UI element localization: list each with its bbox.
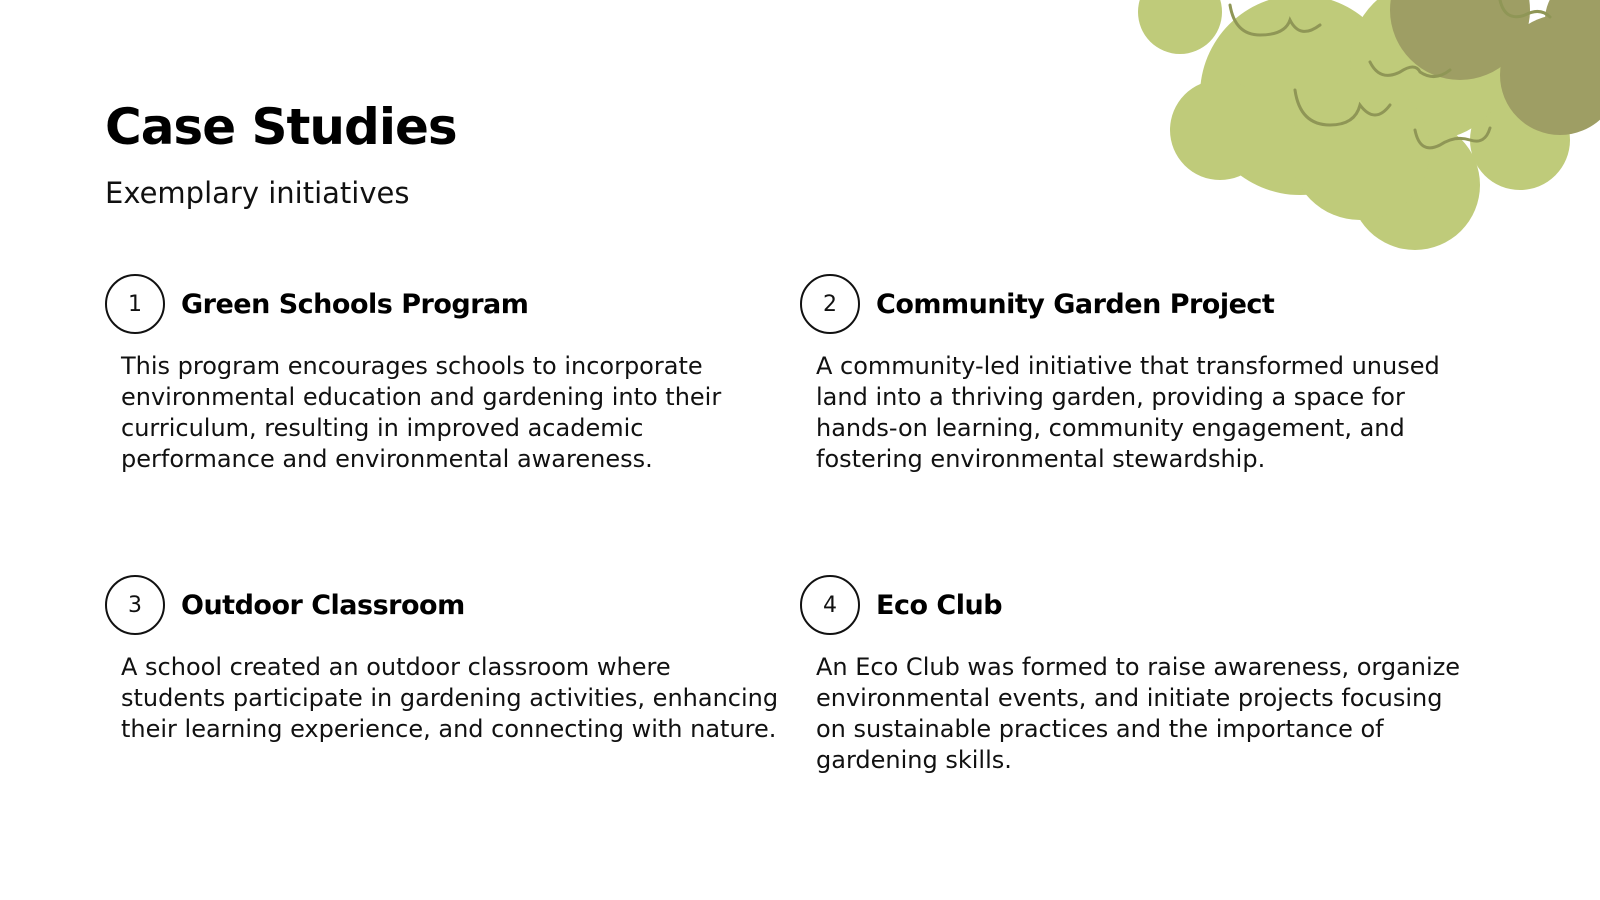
case-study-card [800, 573, 1490, 776]
case-study-header [800, 272, 1490, 336]
case-title: Eco Club [876, 589, 1003, 621]
case-description: A school created an outdoor classroom where students participate in gardening activities, enhancing their learning experience, and connecting with nature. [121, 653, 779, 743]
case-study-card [105, 272, 795, 475]
case-description: This program encourages schools to incorporate environmental education and gardening into their curriculum, resulting in improved academic performance and environmental awareness. [121, 352, 722, 473]
case-description: An Eco Club was formed to raise awareness, organize environmental events, and initiate projects focusing on sustainable practices and the importance of gardening skills. [816, 653, 1461, 774]
case-number-badge: 2 [800, 274, 860, 334]
case-number-badge: 4 [800, 575, 860, 635]
case-study-header [105, 272, 795, 336]
flower-blob-decoration [1130, 0, 1600, 260]
case-title: Outdoor Classroom [181, 589, 465, 621]
case-number-badge: 1 [105, 274, 165, 334]
case-study-card [105, 573, 795, 745]
case-study-card [800, 272, 1490, 475]
case-title: Community Garden Project [876, 288, 1275, 320]
case-study-header [800, 573, 1490, 637]
case-number-badge: 3 [105, 575, 165, 635]
case-study-header [105, 573, 795, 637]
page-title: Case Studies [105, 98, 457, 156]
case-title: Green Schools Program [181, 288, 529, 320]
case-description: A community-led initiative that transformed unused land into a thriving garden, providing a space for hands-on learning, community engagement, and fostering environmental stewardship. [816, 352, 1440, 473]
page-subtitle: Exemplary initiatives [105, 176, 410, 210]
